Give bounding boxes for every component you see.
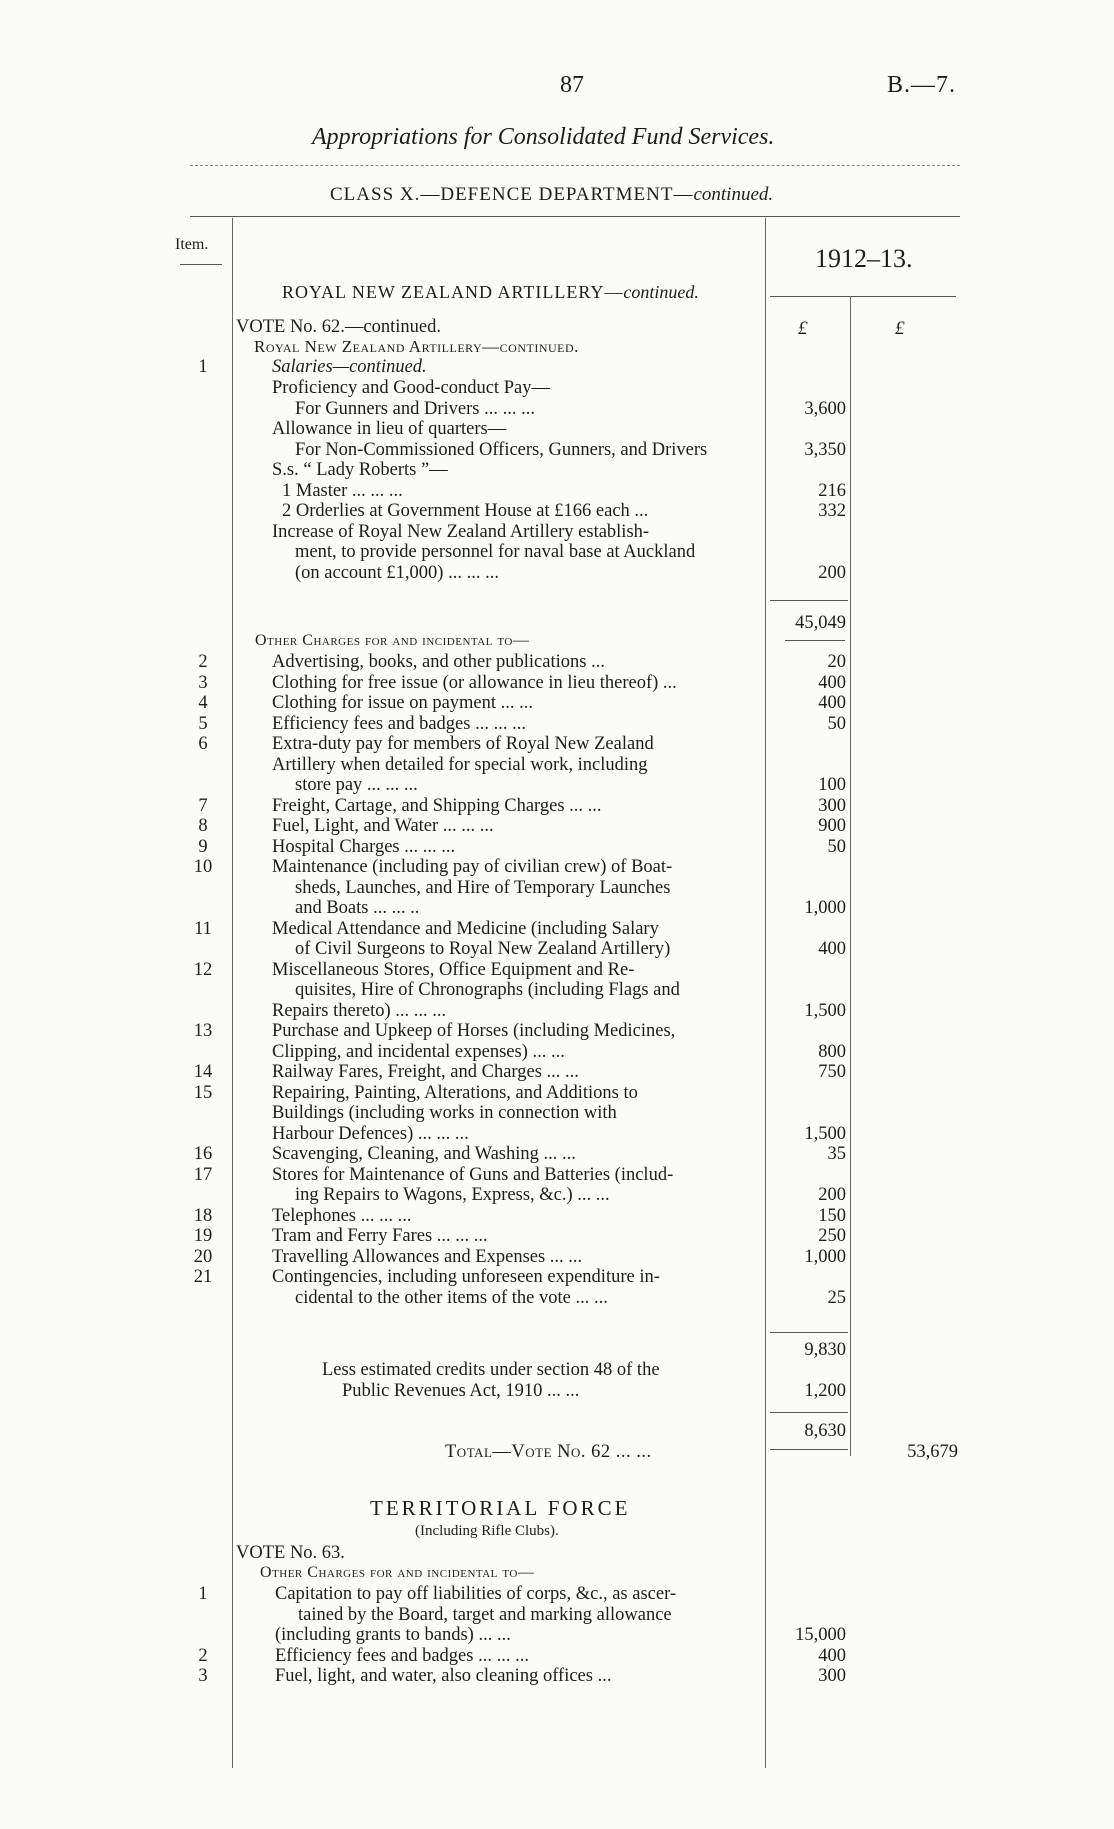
item-number: 21 (193, 1267, 213, 1287)
charge-line (0, 939, 1114, 959)
item-number: 12 (193, 959, 213, 980)
item-number: 18 (193, 1205, 213, 1226)
line-text: Maintenance (including pay of civilian crew) of Boat- (272, 857, 673, 877)
line-text: cidental to the other items of the vote ... ... (295, 1287, 608, 1308)
item-number: 8 (198, 816, 208, 836)
line-text: Fuel, Light, and Water ... ... ... (272, 816, 494, 836)
item-header-rule (180, 264, 222, 265)
amount: 400 (818, 1645, 846, 1666)
amount: 216 (818, 480, 846, 501)
amount: 15,000 (795, 1625, 846, 1645)
amount: 25 (827, 1287, 846, 1308)
salary-line (0, 378, 1114, 398)
line-text: S.s. “ Lady Roberts ”— (272, 460, 448, 480)
item-number: 17 (193, 1164, 213, 1185)
line-text: tained by the Board, target and marking allowance (298, 1604, 672, 1625)
charge-line (0, 693, 1114, 713)
territorial-force-subheading: (Including Rifle Clubs). (415, 1523, 559, 1539)
amount: 50 (827, 713, 846, 734)
charge-line (0, 796, 1114, 816)
charge-line (0, 1185, 1114, 1205)
salary-line (0, 440, 1114, 460)
item-number: 3 (198, 1666, 208, 1686)
net-total-row: 8,630 (804, 1421, 846, 1441)
charge-line (0, 919, 1114, 939)
item-number: 5 (198, 713, 208, 734)
line-text: Advertising, books, and other publications ... (272, 652, 605, 672)
amount: 400 (818, 693, 846, 713)
line-text: Efficiency fees and badges ... ... ... (275, 1645, 529, 1666)
item-number: 9 (198, 836, 208, 857)
charge-line (0, 816, 1114, 836)
line-text: of Civil Surgeons to Royal New Zealand Artillery) (295, 939, 671, 959)
line-text: Purchase and Upkeep of Horses (including Medicines, (272, 1021, 676, 1041)
item-number: 2 (198, 652, 208, 672)
amount: 100 (818, 775, 846, 795)
charge-line (0, 1206, 1114, 1226)
line-text: Railway Fares, Freight, and Charges ... ... (272, 1062, 579, 1082)
title-rule (190, 165, 960, 166)
charge-line (0, 714, 1114, 734)
charge-line (0, 1605, 1114, 1625)
item-number: 15 (193, 1082, 213, 1103)
charge-line (0, 1124, 1114, 1144)
line-text: For Gunners and Drivers ... ... ... (295, 398, 535, 419)
line-text: Hospital Charges ... ... ... (272, 836, 456, 857)
charge-line (0, 960, 1114, 980)
vote-number: VOTE No. 63. (236, 1543, 345, 1563)
line-text: Travelling Allowances and Expenses ... ... (272, 1246, 583, 1267)
salary-line (0, 522, 1114, 542)
item-number: 16 (193, 1144, 213, 1164)
charge-line (0, 878, 1114, 898)
line-text: (including grants to bands) ... ... (275, 1625, 511, 1645)
amount: 400 (818, 939, 846, 959)
subtotal-rule (770, 600, 848, 601)
amount: 200 (818, 562, 846, 583)
class-heading: CLASS X.—DEFENCE DEPARTMENT—continued. (330, 184, 774, 205)
line-text: Efficiency fees and badges ... ... ... (272, 713, 526, 734)
charge-line (0, 673, 1114, 693)
less-credits-line: Public Revenues Act, 1910 ... ... 1,200 (342, 1381, 846, 1401)
year-rule (770, 296, 956, 297)
amount: 900 (818, 816, 846, 836)
header-rule (190, 216, 960, 217)
line-text: Capitation to pay off liabilities of corps, &c., as ascer- (275, 1584, 677, 1604)
salary-line (0, 501, 1114, 521)
line-text: Telephones ... ... ... (272, 1205, 412, 1226)
sub-heading: Royal New Zealand Artillery—continued. (254, 337, 579, 356)
charge-line (0, 1144, 1114, 1164)
territorial-force-heading: TERRITORIAL FORCE (370, 1496, 631, 1520)
charge-line (0, 1062, 1114, 1082)
amount: 332 (818, 501, 846, 521)
charge-line (0, 1646, 1114, 1666)
amount: 20 (827, 652, 846, 672)
charge-line (0, 980, 1114, 1000)
salary-line (0, 481, 1114, 501)
line-text: Tram and Ferry Fares ... ... ... (272, 1226, 488, 1246)
salary-line (0, 399, 1114, 419)
amount: 750 (818, 1062, 846, 1082)
amount: 50 (827, 836, 846, 857)
subtotal-rule (770, 1332, 848, 1333)
amount: 800 (818, 1041, 846, 1062)
charge-line (0, 1247, 1114, 1267)
charge-line (0, 652, 1114, 672)
line-text: and Boats ... ... .. (295, 898, 420, 918)
line-text: Increase of Royal New Zealand Artillery establish- (272, 521, 650, 542)
charge-line (0, 1584, 1114, 1604)
item-number: 6 (198, 734, 208, 754)
charge-line (0, 1666, 1114, 1686)
currency-symbol: £ (895, 318, 905, 339)
charge-line (0, 1021, 1114, 1041)
item-number: 10 (193, 857, 213, 877)
charge-line (0, 857, 1114, 877)
charge-line (0, 1165, 1114, 1185)
amount: 300 (818, 1666, 846, 1686)
salary-line (0, 460, 1114, 480)
amount: 250 (818, 1226, 846, 1246)
item-number: 1 (198, 1584, 208, 1604)
amount: 150 (818, 1205, 846, 1226)
line-text: ment, to provide personnel for naval base at Auckland (295, 542, 696, 562)
salaries-label: 1 Salaries—continued. (198, 357, 427, 377)
year-header: 1912–13. (815, 244, 913, 273)
charge-line (0, 1083, 1114, 1103)
line-text: Extra-duty pay for members of Royal New Zealand (272, 734, 654, 754)
line-text: Repairing, Painting, Alterations, and Additions to (272, 1082, 638, 1103)
charge-line (0, 837, 1114, 857)
line-text: Clothing for free issue (or allowance in lieu thereof) ... (272, 672, 677, 693)
salary-line (0, 419, 1114, 439)
other-total-row: 9,830 (804, 1340, 846, 1360)
item-column-header: Item. (175, 236, 209, 253)
line-text: Buildings (including works in connection with (272, 1103, 617, 1123)
line-text: ing Repairs to Wagons, Express, &c.) ... ... (295, 1185, 610, 1205)
line-text: Artillery when detailed for special work, including (272, 754, 648, 775)
charge-line (0, 775, 1114, 795)
line-text: 2 Orderlies at Government House at £166 each ... (282, 501, 649, 521)
vote-number: VOTE No. 62.—continued. (236, 317, 442, 337)
amount: 400 (818, 672, 846, 693)
item-number: 20 (193, 1246, 213, 1267)
line-text: Contingencies, including unforeseen expenditure in- (272, 1267, 660, 1287)
amount: 1,000 (804, 898, 846, 918)
amount: 1,500 (804, 1000, 846, 1021)
salary-line (0, 542, 1114, 562)
charge-line (0, 1001, 1114, 1021)
page-number: 87 (560, 72, 584, 98)
vote-total-row: Total—Vote No. 62 ... ... 53,679 (445, 1442, 958, 1462)
other-charges-heading: Other Charges for and incidental to— (255, 632, 530, 649)
line-text: Scavenging, Cleaning, and Washing ... ... (272, 1144, 576, 1164)
charge-line (0, 734, 1114, 754)
amount: 1,500 (804, 1123, 846, 1144)
currency-symbol: £ (798, 318, 808, 339)
line-text: Harbour Defences) ... ... ... (272, 1123, 469, 1144)
amount: 3,600 (804, 398, 846, 419)
document-reference: B.—7. (887, 72, 957, 98)
charge-line (0, 1288, 1114, 1308)
salary-line (0, 563, 1114, 583)
line-text: store pay ... ... ... (295, 775, 418, 795)
item-number: 19 (193, 1226, 213, 1246)
charge-line (0, 1103, 1114, 1123)
amount: 300 (818, 795, 846, 816)
line-text: sheds, Launches, and Hire of Temporary Launches (295, 877, 671, 898)
less-credits-line: Less estimated credits under section 48 of the (322, 1360, 660, 1380)
line-text: 1 Master ... ... ... (282, 480, 403, 501)
amount: 35 (827, 1144, 846, 1164)
line-text: Stores for Maintenance of Guns and Batteries (includ- (272, 1164, 674, 1185)
item-number: 7 (198, 795, 208, 816)
charge-line (0, 1625, 1114, 1645)
amount: 1,000 (804, 1246, 846, 1267)
line-text: Allowance in lieu of quarters— (272, 419, 507, 439)
line-text: Medical Attendance and Medicine (including Salary (272, 918, 659, 939)
amount: 3,350 (804, 439, 846, 460)
item-number: 11 (194, 918, 212, 939)
item-number: 14 (193, 1062, 213, 1082)
item-number: 2 (198, 1645, 208, 1666)
charge-line (0, 1042, 1114, 1062)
amount: 200 (818, 1185, 846, 1205)
charge-line (0, 898, 1114, 918)
line-text: Freight, Cartage, and Shipping Charges ... ... (272, 795, 602, 816)
subtotal-rule (770, 1412, 848, 1413)
line-text: quisites, Hire of Chronographs (including Flags and (295, 980, 680, 1000)
other-charges-heading: Other Charges for and incidental to— (260, 1564, 535, 1581)
page-title: Appropriations for Consolidated Fund Services. (312, 124, 775, 150)
charge-line (0, 755, 1114, 775)
line-text: Miscellaneous Stores, Office Equipment and Re- (272, 959, 635, 980)
line-text: For Non-Commissioned Officers, Gunners, and Drivers (295, 439, 708, 460)
line-text: Clipping, and incidental expenses) ... ... (272, 1041, 565, 1062)
item-number: 13 (193, 1021, 213, 1041)
salaries-total-row: 45,049 (795, 613, 846, 633)
section-heading: ROYAL NEW ZEALAND ARTILLERY—continued. (282, 282, 699, 302)
charge-line (0, 1226, 1114, 1246)
line-text: Clothing for issue on payment ... ... (272, 693, 534, 713)
line-text: Fuel, light, and water, also cleaning offices ... (275, 1666, 612, 1686)
item-number: 4 (198, 693, 208, 713)
line-text: (on account £1,000) ... ... ... (295, 562, 499, 583)
line-text: Proficiency and Good-conduct Pay— (272, 378, 550, 398)
line-text: Repairs thereto) ... ... ... (272, 1000, 447, 1021)
charge-line (0, 1267, 1114, 1287)
item-number: 3 (198, 672, 208, 693)
